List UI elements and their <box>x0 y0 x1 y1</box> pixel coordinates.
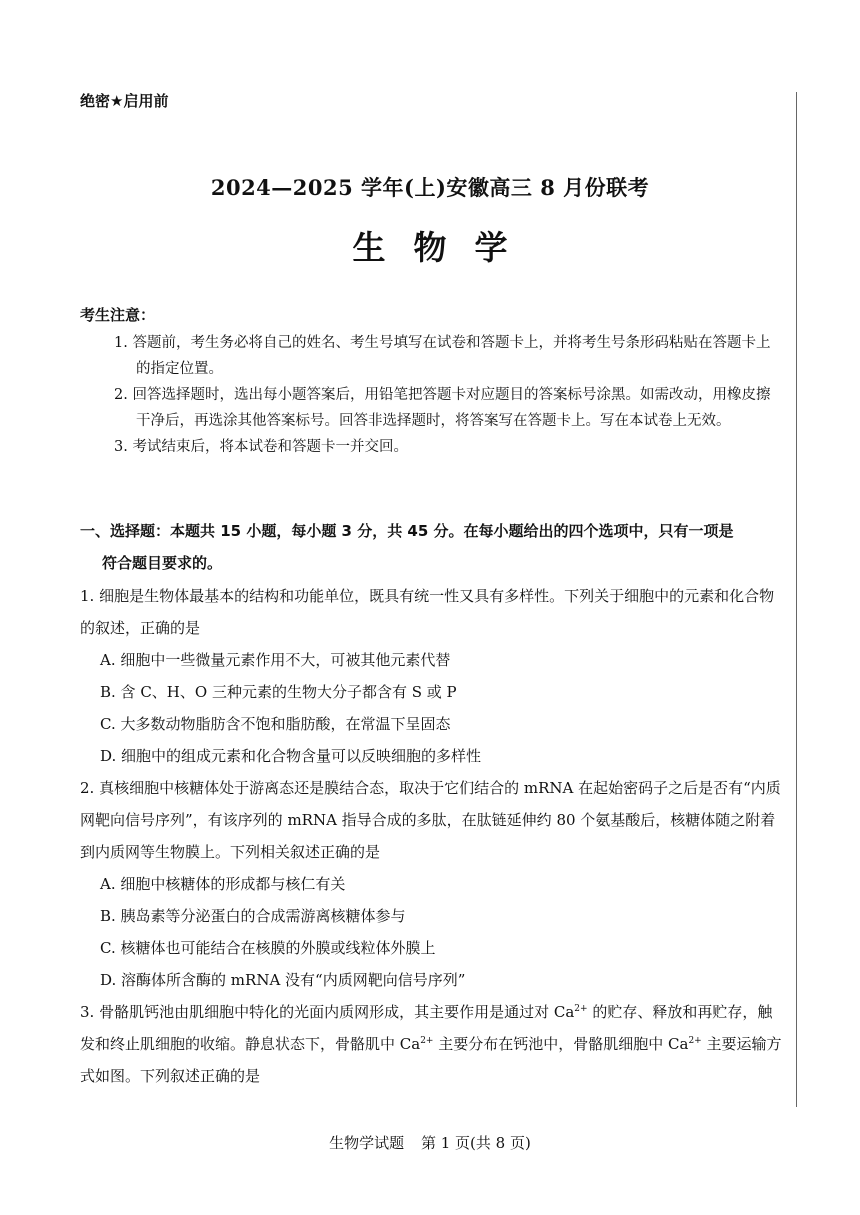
stem-text: 3. 骨骼肌钙池由肌细胞中特化的光面内质网形成，其主要作用是通过对 Ca <box>80 1003 575 1021</box>
charge-superscript: 2+ <box>420 1036 434 1046</box>
question-option: D. 溶酶体所含酶的 mRNA 没有“内质网靶向信号序列” <box>100 971 466 989</box>
question-list <box>80 580 785 1092</box>
stem-text: 的贮存、释放和再贮存，触发和终止肌细胞的收缩。静息状态下，骨骼肌中 Ca <box>80 1003 773 1053</box>
notice-list <box>80 330 780 460</box>
question-option: B. 含 C、H、O 三种元素的生物大分子都含有 S 或 P <box>100 683 457 701</box>
exam-title: 2024—2025 学年(上)安徽高三 8 月份联考 <box>210 175 650 200</box>
page-footer <box>0 1132 860 1153</box>
question-option: C. 核糖体也可能结合在核膜的外膜或线粒体外膜上 <box>100 939 436 957</box>
stem-text: 主要运输方式如图。下列叙述正确的是 <box>80 1035 782 1085</box>
question-stem: 2. 真核细胞中核糖体处于游离态还是膜结合态，取决于它们结合的 mRNA 在起始密码子之后是否有“内质网靶向信号序列”，有该序列的 mRNA 指导合成的多肽，在肽链延伸约 80 个氨基酸后，核糖体随之附着到内质网等生物膜上。下列相关叙述正确的是 <box>80 779 781 861</box>
notice-item: 2. 回答选择题时，选出每小题答案后，用铅笔把答题卡对应题目的答案标号涂黑。如需改动，用橡皮擦干净后，再选涂其他答案标号。回答非选择题时，将答案写在答题卡上。写在本试卷上无效。 <box>114 387 771 429</box>
question-option: C. 大多数动物脂肪含不饱和脂肪酸，在常温下呈固态 <box>100 715 451 733</box>
footer-subject: 生物学试题 <box>329 1134 405 1152</box>
section-heading-line: 符合题目要求的。 <box>102 554 223 572</box>
charge-superscript: 2+ <box>688 1036 702 1046</box>
question-option: B. 胰岛素等分泌蛋白的合成需游离核糖体参与 <box>100 907 406 925</box>
section-heading-line: 一、选择题：本题共 15 小题，每小题 3 分，共 45 分。在每小题给出的四个选项中，只有一项是 <box>80 522 734 540</box>
question-option: A. 细胞中一些微量元素作用不大，可被其他元素代替 <box>100 651 451 669</box>
question-option: A. 细胞中核糖体的形成都与核仁有关 <box>100 875 346 893</box>
charge-superscript: 2+ <box>574 1004 588 1014</box>
section-heading <box>80 515 780 579</box>
question-stem: 1. 细胞是生物体最基本的结构和功能单位，既具有统一性又具有多样性。下列关于细胞中的元素和化合物的叙述，正确的是 <box>80 587 775 637</box>
notice-item: 1. 答题前，考生务必将自己的姓名、考生号填写在试卷和答题卡上，并将考生号条形码粘贴在答题卡上的指定位置。 <box>114 335 771 377</box>
stem-text: 主要分布在钙池中，骨骼肌细胞中 Ca <box>433 1035 689 1053</box>
question-option: D. 细胞中的组成元素和化合物含量可以反映细胞的多样性 <box>100 747 482 765</box>
secret-label: 绝密★启用前 <box>80 92 169 110</box>
notice-item: 3. 考试结束后，将本试卷和答题卡一并交回。 <box>114 439 408 455</box>
subject-title: 生物学 <box>352 228 536 267</box>
question-stem <box>80 996 785 1092</box>
notice-heading: 考生注意： <box>80 306 156 324</box>
footer-page-number: 第 1 页(共 8 页) <box>420 1134 531 1152</box>
